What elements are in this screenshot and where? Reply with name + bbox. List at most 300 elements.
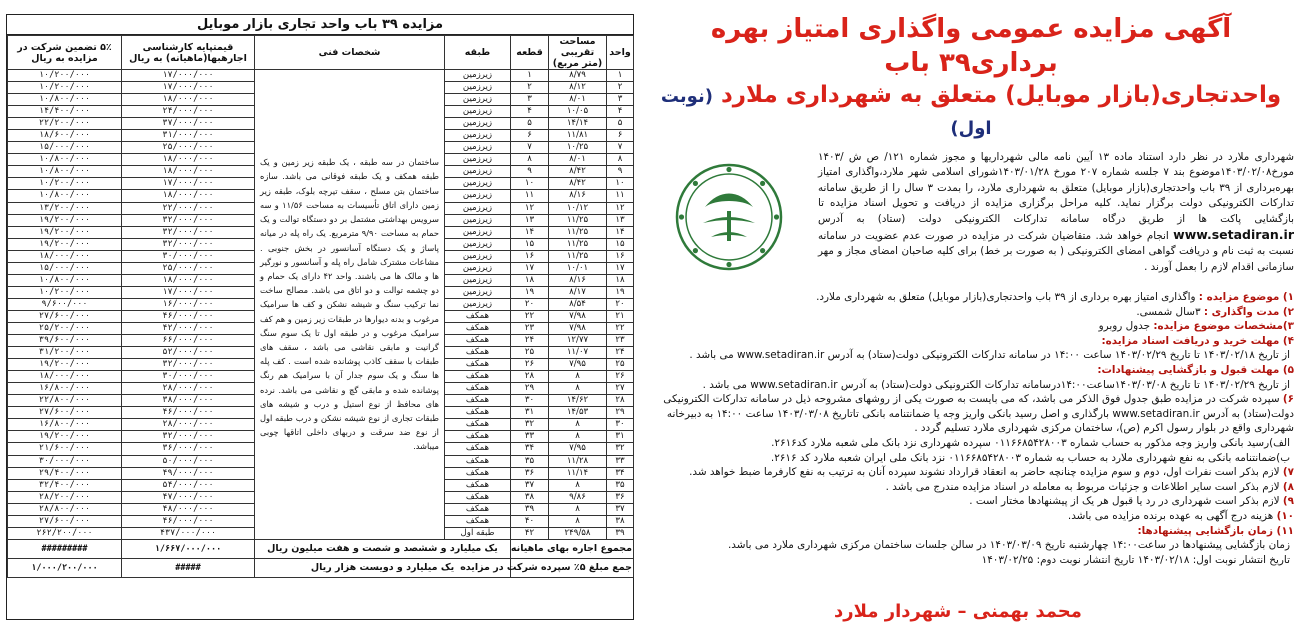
cell-area: ۸/۰۱ (549, 154, 607, 166)
cell-deposit: ۱۹/۲۰۰/۰۰۰ (8, 226, 122, 238)
cell-area: ۸/۷۹ (549, 70, 607, 82)
cell-rent: ۴۶/۰۰۰/۰۰۰ (122, 515, 255, 527)
cell-rent: ۴۹/۰۰۰/۰۰۰ (122, 467, 255, 479)
cell-floor: همکف (445, 443, 511, 455)
cell-area: ۸ (549, 431, 607, 443)
intro-text-end: انجام خواهد شد. متقاضیان شرکت در مزایده در صورت عدم عضویت در سامانه نسبت به ثبت نام و دریافت گواهی امضای الکترونیکی ( به صورت بر خط) برای کلیه صاحبان امضای مجاز و مهر سازمانی اقدام لازم را بعمل آورند . (818, 230, 1294, 273)
cell-area: ۱۱/۲۵ (549, 226, 607, 238)
cell-unit: ۳۴ (607, 467, 634, 479)
lots-table-body (8, 70, 634, 540)
cell-rent: ۵۰/۰۰۰/۰۰۰ (122, 455, 255, 467)
cell-floor: همکف (445, 383, 511, 395)
cell-area: ۱۰/۲۵ (549, 142, 607, 154)
cell-deposit: ۱۸/۰۰۰/۰۰۰ (8, 371, 122, 383)
term-text: لازم بذکر است شهرداری در رد یا قبول هر یک از پیشنهادها مختار است . (969, 495, 1280, 508)
cell-rent: ۱۸/۰۰۰/۰۰۰ (122, 154, 255, 166)
cell-unit: ۲۷ (607, 383, 634, 395)
municipality-logo-icon (662, 158, 796, 276)
cell-deposit: ۲۷/۶۰۰/۰۰۰ (8, 407, 122, 419)
cell-rent: ۳۲/۰۰۰/۰۰۰ (122, 214, 255, 226)
cell-unit: ۵ (607, 118, 634, 130)
footer-deposit-label: جمع مبلغ ۵٪ سپرده شرکت در مزایده (511, 558, 634, 577)
cell-rent: ۲۸/۰۰۰/۰۰۰ (122, 383, 255, 395)
cell-parcel: ۳ (511, 94, 549, 106)
cell-unit: ۳۱ (607, 431, 634, 443)
cell-area: ۱۴/۵۳ (549, 407, 607, 419)
cell-unit: ۳۰ (607, 419, 634, 431)
cell-rent: ۳۶/۰۰۰/۰۰۰ (122, 443, 255, 455)
term-text: زمان بازگشایی پیشنهادها در ساعت۱۴:۰۰ چهارشنبه تاریخ ۱۴۰۳/۰۳/۰۹ در سالن جلسات ساختمان مرکزی شهرداری ملارد می باشد. (728, 539, 1290, 552)
term-text: از تاریخ ۱۴۰۳/۰۲/۱۸ تا تاریخ ۱۴۰۳/۰۲/۲۹ ساعت ۱۴:۰۰ در سامانه تدارکات الکترونیکی دولت(ستاد) به آدرس www.setadiran.ir می باشد . (689, 349, 1290, 362)
cell-area: ۲۴۹/۵۸ (549, 527, 607, 539)
term-label: ۵) مهلت قبول و بازگشایی پیشنهادات: (1097, 363, 1294, 376)
term-text: از تاریخ ۱۴۰۳/۰۲/۲۹ تا تاریخ ۱۴۰۳/۰۳/۰۸ساعت۱۴:۰۰درسامانه تدارکات الکترونیکی دولت(ستاد) به آدرس www.setadiran.ir می باشد . (702, 378, 1290, 391)
term-item (648, 538, 1294, 553)
cell-area: ۱۴/۱۴ (549, 118, 607, 130)
cell-rent: ۴۲/۰۰۰/۰۰۰ (122, 322, 255, 334)
cell-floor: زیرزمین (445, 130, 511, 142)
cell-rent: ۵۴/۰۰۰/۰۰۰ (122, 479, 255, 491)
cell-parcel: ۳۹ (511, 503, 549, 515)
footer-deposit-value: ##### (122, 558, 255, 577)
cell-parcel: ۲۴ (511, 335, 549, 347)
cell-unit: ۱۴ (607, 226, 634, 238)
cell-area: ۱۰/۰۱ (549, 262, 607, 274)
cell-area: ۷/۹۸ (549, 310, 607, 322)
term-label: ۱) موضوع مزایده : (1198, 291, 1294, 303)
term-text: سپرده شرکت در مزایده طبق جدول فوق الذکر می باشد، که می بایست به صورت یکی از روشهای مشروحه ذیل در سامانه تدارکات الکترونیکی دولت(ستاد) به آدرس www.setadiran.ir بارگذاری و اصل رسید بانکی واریز وجه یا ضمانتنامه بانکی تاتاریخ ۱۴۰۳/۰۳/۰۸ ساعت ۱۴:۰۰ به دبیرخانه شهرداری واقع در بلوار رسول اکرم (ص)، ساختمان مرکزی شهرداری ملارد تسلیم گردد . (663, 393, 1294, 435)
term-item (648, 509, 1294, 524)
cell-parcel: ۳۶ (511, 467, 549, 479)
cell-parcel: ۴۰ (511, 515, 549, 527)
cell-area: ۸ (549, 371, 607, 383)
cell-area: ۸/۰۱ (549, 94, 607, 106)
cell-floor: زیرزمین (445, 166, 511, 178)
cell-floor: زیرزمین (445, 238, 511, 250)
cell-parcel: ۱۶ (511, 250, 549, 262)
cell-unit: ۳ (607, 94, 634, 106)
term-label: ۱۱) زمان بازگشایی پیشنهادها: (1137, 524, 1294, 537)
term-text: تاریخ انتشار نوبت اول: ۱۴۰۳/۰۲/۱۸ تاریخ انتشار نوبت دوم: ۱۴۰۳/۰۲/۲۵ (981, 553, 1290, 566)
cell-area: ۱۴/۶۲ (549, 395, 607, 407)
cell-parcel: ۲۲ (511, 310, 549, 322)
cell-parcel: ۲ (511, 82, 549, 94)
cell-rent: ۲۸/۰۰۰/۰۰۰ (122, 419, 255, 431)
cell-rent: ۴۶/۰۰۰/۰۰۰ (122, 407, 255, 419)
term-label: ۴) مهلت خرید و دریافت اسناد مزایده: (1101, 334, 1294, 347)
intro-text: شهرداری ملارد در نظر دارد استناد ماده ۱۳ آیین نامه مالی شهرداریها و مجوز شماره ۱۲۱/ ص ش /۱۴۰۳ مورخ۱۴۰۳/۰۲/۰۸موضوع بند ۷ جلسه شماره ۲۰۷ مورخ ۱۴۰۳/۰۱/۲۸شورای اسلامی شهر ملارد،واگذاری امتیاز بهره‌برداری از ۳۹ باب واحدتجاری(بازار موبایل) متعلق به شهرداری ملارد، را بمدت ۳ سال را از طریق سامانه تدارکات الکترونیکی دولت برگزار نماید. کلیه مراحل برگزاری مزایده از دریافت و تحویل اسناد مزایده تا بازگشایی پاکت ها از طریق درگاه سامانه تدارکات الکترونیکی دولت (ستاد) به آدرس (818, 151, 1294, 225)
cell-deposit: ۲۶۲/۲۰۰/۰۰۰ (8, 527, 122, 539)
cell-deposit: ۳۰/۰۰۰/۰۰۰ (8, 455, 122, 467)
cell-area: ۷/۹۵ (549, 443, 607, 455)
cell-parcel: ۹ (511, 166, 549, 178)
term-label: ۹) (1282, 495, 1294, 508)
term-item (648, 348, 1294, 363)
cell-rent: ۳۲/۰۰۰/۰۰۰ (122, 431, 255, 443)
cell-floor: زیرزمین (445, 142, 511, 154)
intro-section (648, 150, 1294, 286)
cell-rent: ۴۳۷/۰۰۰/۰۰۰ (122, 527, 255, 539)
cell-area: ۱۱/۲۵ (549, 238, 607, 250)
cell-unit: ۳۲ (607, 443, 634, 455)
term-item (648, 392, 1294, 436)
cell-parcel: ۱۰ (511, 178, 549, 190)
cell-unit: ۸ (607, 154, 634, 166)
cell-deposit: ۱۸/۰۰۰/۰۰۰ (8, 250, 122, 262)
cell-deposit: ۹/۶۰۰/۰۰۰ (8, 298, 122, 310)
footer-total-rent-value: ۱/۶۶۷/۰۰۰/۰۰۰ (122, 539, 255, 558)
cell-unit: ۱۸ (607, 274, 634, 286)
cell-rent: ۳۰/۰۰۰/۰۰۰ (122, 250, 255, 262)
cell-area: ۷/۹۵ (549, 359, 607, 371)
term-label: ۲) مدت واگذاری : (1203, 305, 1294, 318)
cell-deposit: ۱۰/۸۰۰/۰۰۰ (8, 166, 122, 178)
cell-parcel: ۲۹ (511, 383, 549, 395)
cell-floor: همکف (445, 419, 511, 431)
cell-floor: زیرزمین (445, 250, 511, 262)
cell-area: ۸/۱۲ (549, 82, 607, 94)
cell-deposit: ۱۰/۸۰۰/۰۰۰ (8, 94, 122, 106)
cell-floor: همکف (445, 335, 511, 347)
mayor-signature: محمد بهمنی – شهردار ملارد (834, 601, 1082, 622)
cell-floor: زیرزمین (445, 178, 511, 190)
cell-area: ۱۱/۲۵ (549, 250, 607, 262)
cell-unit: ۱ (607, 70, 634, 82)
term-item (648, 465, 1294, 480)
terms-list (648, 290, 1294, 567)
term-text: جدول روبرو (1098, 320, 1151, 333)
cell-parcel: ۳۷ (511, 479, 549, 491)
header-area: مساحت تقریبی (متر مربع) (549, 36, 607, 70)
cell-deposit: ۱۳/۲۰۰/۰۰۰ (8, 202, 122, 214)
cell-floor: زیرزمین (445, 214, 511, 226)
term-text: هزینه درج آگهی به عهده برنده مزایده می باشد. (1067, 509, 1274, 522)
cell-parcel: ۱۴ (511, 226, 549, 238)
cell-parcel: ۳۵ (511, 455, 549, 467)
term-label: ۸) (1282, 480, 1294, 493)
term-item (648, 494, 1294, 509)
cell-floor: زیرزمین (445, 154, 511, 166)
cell-floor: همکف (445, 479, 511, 491)
cell-area: ۱۱/۱۴ (549, 467, 607, 479)
cell-unit: ۲۰ (607, 298, 634, 310)
cell-floor: زیرزمین (445, 298, 511, 310)
header-parcel: قطعه (511, 36, 549, 70)
cell-unit: ۱۲ (607, 202, 634, 214)
cell-floor: همکف (445, 310, 511, 322)
cell-area: ۸ (549, 383, 607, 395)
cell-deposit: ۱۸/۶۰۰/۰۰۰ (8, 130, 122, 142)
cell-floor: زیرزمین (445, 202, 511, 214)
footer-total-rent-words: یک میلیارد و ششصد و شصت و هفت میلیون ریال (255, 539, 511, 558)
cell-rent: ۲۴/۰۰۰/۰۰۰ (122, 106, 255, 118)
cell-rent: ۴۷/۰۰۰/۰۰۰ (122, 491, 255, 503)
cell-unit: ۲۳ (607, 335, 634, 347)
cell-floor: زیرزمین (445, 286, 511, 298)
cell-floor: زیرزمین (445, 262, 511, 274)
term-item (648, 334, 1294, 349)
cell-parcel: ۱۲ (511, 202, 549, 214)
cell-floor: همکف (445, 371, 511, 383)
cell-rent: ۳۷/۰۰۰/۰۰۰ (122, 118, 255, 130)
cell-rent: ۱۸/۰۰۰/۰۰۰ (122, 94, 255, 106)
cell-parcel: ۳۱ (511, 407, 549, 419)
cell-unit: ۲۵ (607, 359, 634, 371)
cell-area: ۱۰/۰۵ (549, 106, 607, 118)
cell-area: ۸/۵۴ (549, 298, 607, 310)
cell-unit: ۱۰ (607, 178, 634, 190)
cell-rent: ۳۸/۰۰۰/۰۰۰ (122, 395, 255, 407)
cell-deposit: ۲۲/۸۰۰/۰۰۰ (8, 395, 122, 407)
cell-floor: همکف (445, 503, 511, 515)
cell-unit: ۲۱ (607, 310, 634, 322)
cell-floor: همکف (445, 322, 511, 334)
cell-unit: ۲۸ (607, 395, 634, 407)
cell-parcel: ۳۸ (511, 491, 549, 503)
cell-floor: همکف (445, 467, 511, 479)
footer-deposit-words: یک میلیارد و دویست هزار ریال (255, 558, 511, 577)
cell-floor: همکف (445, 455, 511, 467)
cell-deposit: ۱۶/۸۰۰/۰۰۰ (8, 419, 122, 431)
cell-deposit: ۳۱/۲۰۰/۰۰۰ (8, 347, 122, 359)
cell-parcel: ۲۶ (511, 359, 549, 371)
header-deposit: ۵٪ تضمین شرکت در مزایده به ریال (8, 36, 122, 70)
cell-deposit: ۲۱/۶۰۰/۰۰۰ (8, 443, 122, 455)
cell-area: ۹/۸۶ (549, 491, 607, 503)
cell-area: ۱۲/۷۷ (549, 335, 607, 347)
table-row (8, 70, 634, 82)
lots-table (7, 35, 634, 578)
cell-deposit: ۳۲/۴۰۰/۰۰۰ (8, 479, 122, 491)
header-floor: طبقه (445, 36, 511, 70)
cell-parcel: ۱۵ (511, 238, 549, 250)
table-title: مزایده ۳۹ باب واحد تجاری بازار موبایل (7, 15, 633, 35)
cell-deposit: ۱۰/۸۰۰/۰۰۰ (8, 274, 122, 286)
cell-floor: زیرزمین (445, 82, 511, 94)
auction-table-panel (6, 14, 634, 620)
cell-parcel: ۳۳ (511, 431, 549, 443)
cell-specs: ساختمان در سه طبقه ، یک طبقه زیر زمین و یک طبقه همکف و یک طبقه فوقانی می باشد. سازه ساختمان بتن مسلح ، سقف تیرچه بلوک، طبقه زیر زمین دارای اتاق تأسیسات به مساحت ۱۱/۵۶ و سه سرویس بهداشتی مشتمل بر دو دستگاه توالت و یک حمام به مساحت ۹/۹۰ مترمربع. یک راه پله در میانه پاساژ و یک دستگاه آسانسور در بخش جنوبی . مشاعات مشترک شامل راه پله و آسانسور و نورگیر ها و مالک ها می باشند. واحد ۴۲ دارای یک حمام و دو چشمه توالت و دو اتاق می باشد. مصالح ساخت نما ترکیب سنگ و شیشه نشکن و کف ها سرامیک مرغوب و بدنه دیوارها در طبقات زیر زمین و هم کف سرامیک مرغوب و در طبقه اول تا یک سوم سنگ گرانیت و مابقی نقاشی می باشد ، سقف های طبقات با سقف کاذب پوشانده شده است . کف پله ها سنگ و یک سوم جدار آن با سرامیک هم رنگ پوشانده شده و مابقی گچ و نقاشی می باشد. نرده های محافظ از نوع استیل و درب و شیشه های طبقات تجاری از نوع شیشه نشکن و درب طبقه اول از نوع ضد سرقت و دربهای داخلی اتاقها چوبی میباشد. (255, 70, 445, 540)
cell-deposit: ۲۵/۲۰۰/۰۰۰ (8, 322, 122, 334)
footer-row-deposit (8, 558, 634, 577)
cell-floor: همکف (445, 359, 511, 371)
footer-deposit-total: ۱/۰۰۰/۲۰۰/۰۰۰ (8, 558, 122, 577)
cell-parcel: ۴۲ (511, 527, 549, 539)
cell-area: ۱۱/۲۸ (549, 455, 607, 467)
cell-rent: ۳۱/۰۰۰/۰۰۰ (122, 130, 255, 142)
cell-parcel: ۷ (511, 142, 549, 154)
intro-paragraph (818, 150, 1294, 275)
footer-total-rent-deposit: ######### (8, 539, 122, 558)
cell-unit: ۳۸ (607, 515, 634, 527)
cell-rent: ۶۶/۰۰۰/۰۰۰ (122, 335, 255, 347)
header-unit: واحد (607, 36, 634, 70)
cell-deposit: ۲۲/۲۰۰/۰۰۰ (8, 118, 122, 130)
cell-area: ۷/۹۸ (549, 322, 607, 334)
cell-floor: زیرزمین (445, 70, 511, 82)
cell-unit: ۱۱ (607, 190, 634, 202)
cell-unit: ۶ (607, 130, 634, 142)
cell-unit: ۱۳ (607, 214, 634, 226)
cell-rent: ۳۲/۰۰۰/۰۰۰ (122, 238, 255, 250)
term-text: واگذاری امتیاز بهره برداری از ۳۹ باب واحدتجاری(بازار موبایل) متعلق به شهرداری ملارد. (816, 291, 1196, 303)
term-text: لازم بذکر است نفرات اول، دوم و سوم مزایده چنانچه حاضر به انعقاد قرارداد نشوند سپرده آنان به ترتیب به نفع کارفرما ضبط خواهد شد. (689, 466, 1280, 479)
term-item (648, 480, 1294, 495)
cell-floor: زیرزمین (445, 94, 511, 106)
cell-unit: ۲۹ (607, 407, 634, 419)
cell-area: ۸ (549, 503, 607, 515)
term-label: ۳)مشخصات موضوع مزایده: (1153, 320, 1294, 333)
cell-floor: همکف (445, 395, 511, 407)
cell-area: ۸ (549, 419, 607, 431)
cell-unit: ۳۶ (607, 491, 634, 503)
cell-rent: ۳۰/۰۰۰/۰۰۰ (122, 371, 255, 383)
cell-deposit: ۱۹/۲۰۰/۰۰۰ (8, 238, 122, 250)
cell-deposit: ۱۹/۲۰۰/۰۰۰ (8, 359, 122, 371)
cell-deposit: ۲۷/۶۰۰/۰۰۰ (8, 310, 122, 322)
cell-area: ۸ (549, 515, 607, 527)
cell-parcel: ۲۸ (511, 371, 549, 383)
cell-area: ۱۱/۸۱ (549, 130, 607, 142)
cell-deposit: ۱۰/۲۰۰/۰۰۰ (8, 178, 122, 190)
cell-deposit: ۱۹/۲۰۰/۰۰۰ (8, 214, 122, 226)
term-text: ۳سال شمسی. (1136, 305, 1201, 318)
cell-unit: ۱۶ (607, 250, 634, 262)
term-item (648, 305, 1294, 320)
cell-unit: ۳۳ (607, 455, 634, 467)
municipality-logo (662, 158, 796, 276)
term-item (648, 553, 1294, 568)
cell-unit: ۲۶ (607, 371, 634, 383)
cell-rent: ۱۷/۰۰۰/۰۰۰ (122, 82, 255, 94)
term-label: ۷) (1282, 466, 1294, 479)
notice-subheadline-text: واحدتجاری(بازار موبایل) متعلق به شهرداری ملارد (720, 82, 1282, 108)
cell-parcel: ۶ (511, 130, 549, 142)
intro-site-link[interactable]: www.setadiran.ir (1173, 227, 1294, 243)
cell-parcel: ۱۳ (511, 214, 549, 226)
cell-parcel: ۱ (511, 70, 549, 82)
cell-rent: ۱۶/۰۰۰/۰۰۰ (122, 298, 255, 310)
cell-parcel: ۳۲ (511, 419, 549, 431)
cell-rent: ۳۲/۰۰۰/۰۰۰ (122, 359, 255, 371)
cell-floor: همکف (445, 407, 511, 419)
cell-parcel: ۱۸ (511, 274, 549, 286)
cell-area: ۸ (549, 479, 607, 491)
cell-deposit: ۱۵/۰۰۰/۰۰۰ (8, 142, 122, 154)
cell-unit: ۴ (607, 106, 634, 118)
cell-floor: زیرزمین (445, 226, 511, 238)
cell-parcel: ۴ (511, 106, 549, 118)
cell-deposit: ۱۰/۲۰۰/۰۰۰ (8, 286, 122, 298)
cell-area: ۸/۴۲ (549, 178, 607, 190)
cell-rent: ۲۵/۰۰۰/۰۰۰ (122, 262, 255, 274)
footer-row-total-rent (8, 539, 634, 558)
cell-unit: ۱۷ (607, 262, 634, 274)
cell-deposit: ۲۸/۲۰۰/۰۰۰ (8, 491, 122, 503)
cell-deposit: ۲۸/۸۰۰/۰۰۰ (8, 503, 122, 515)
cell-unit: ۷ (607, 142, 634, 154)
auction-notice (648, 10, 1294, 630)
term-text: الف)رسید بانکی واریز وجه مذکور به حساب شماره ۰۱۱۶۶۸۵۴۲۸۰۰۳ سپرده شهرداری نزد بانک ملی شعبه ملارد کد۲۶۱۶. (771, 436, 1290, 449)
cell-floor: همکف (445, 491, 511, 503)
cell-unit: ۳۵ (607, 479, 634, 491)
cell-deposit: ۱۵/۰۰۰/۰۰۰ (8, 262, 122, 274)
footer-total-rent-label: مجموع اجاره بهای ماهیانه (511, 539, 634, 558)
table-header-row (8, 36, 634, 70)
cell-parcel: ۵ (511, 118, 549, 130)
cell-area: ۸/۴۲ (549, 166, 607, 178)
notice-subheadline (648, 80, 1294, 144)
cell-parcel: ۲۵ (511, 347, 549, 359)
term-text: لازم بذکر است سایر اطلاعات و جزئیات مربوط به معامله در اسناد مزایده مندرج می باشد . (885, 480, 1280, 493)
cell-area: ۸/۱۶ (549, 190, 607, 202)
cell-area: ۸/۱۶ (549, 274, 607, 286)
cell-deposit: ۱۰/۸۰۰/۰۰۰ (8, 154, 122, 166)
cell-deposit: ۱۰/۲۰۰/۰۰۰ (8, 82, 122, 94)
cell-area: ۱۱/۰۷ (549, 347, 607, 359)
cell-parcel: ۲۰ (511, 298, 549, 310)
term-item (648, 451, 1294, 466)
cell-parcel: ۳۰ (511, 395, 549, 407)
cell-floor: همکف (445, 431, 511, 443)
cell-rent: ۴۶/۰۰۰/۰۰۰ (122, 310, 255, 322)
cell-area: ۱۰/۱۲ (549, 202, 607, 214)
cell-rent: ۱۸/۰۰۰/۰۰۰ (122, 166, 255, 178)
term-item (648, 378, 1294, 393)
notice-round-suffix: (نوبت اول) (660, 86, 992, 139)
cell-deposit: ۳۹/۶۰۰/۰۰۰ (8, 335, 122, 347)
cell-floor: همکف (445, 347, 511, 359)
cell-parcel: ۱۷ (511, 262, 549, 274)
cell-rent: ۵۲/۰۰۰/۰۰۰ (122, 347, 255, 359)
cell-parcel: ۲۳ (511, 322, 549, 334)
term-item (648, 363, 1294, 378)
cell-floor: زیرزمین (445, 274, 511, 286)
cell-unit: ۳۷ (607, 503, 634, 515)
cell-unit: ۹ (607, 166, 634, 178)
cell-unit: ۲۲ (607, 322, 634, 334)
term-text: ب)ضمانتنامه بانکی به نفع شهرداری ملارد به حساب به شماره ۰۱۱۶۶۸۵۴۲۸۰۰۳ نزد بانک ملی ایران شعبه ملارد کد ۲۶۱۶. (770, 451, 1290, 464)
term-item (648, 524, 1294, 539)
cell-floor: همکف (445, 515, 511, 527)
cell-unit: ۲۴ (607, 347, 634, 359)
cell-area: ۱۱/۲۵ (549, 214, 607, 226)
cell-parcel: ۸ (511, 154, 549, 166)
cell-deposit: ۱۴/۴۰۰/۰۰۰ (8, 106, 122, 118)
cell-deposit: ۱۰/۸۰۰/۰۰۰ (8, 190, 122, 202)
cell-floor: زیرزمین (445, 118, 511, 130)
cell-floor: زیرزمین (445, 106, 511, 118)
cell-rent: ۳۲/۰۰۰/۰۰۰ (122, 226, 255, 238)
cell-rent: ۱۷/۰۰۰/۰۰۰ (122, 178, 255, 190)
cell-rent: ۱۷/۰۰۰/۰۰۰ (122, 286, 255, 298)
cell-rent: ۱۸/۰۰۰/۰۰۰ (122, 190, 255, 202)
cell-unit: ۳۹ (607, 527, 634, 539)
cell-unit: ۱۹ (607, 286, 634, 298)
header-rent: قیمتپایه کارشناسی اجارهبها(ماهیانه) به ریال (122, 36, 255, 70)
term-label: ۶) (1282, 393, 1294, 406)
cell-parcel: ۱۱ (511, 190, 549, 202)
cell-deposit: ۱۰/۲۰۰/۰۰۰ (8, 70, 122, 82)
cell-floor: طبقه اول (445, 527, 511, 539)
term-item (648, 290, 1294, 305)
cell-parcel: ۱۹ (511, 286, 549, 298)
cell-deposit: ۲۹/۴۰۰/۰۰۰ (8, 467, 122, 479)
cell-deposit: ۲۷/۶۰۰/۰۰۰ (8, 515, 122, 527)
term-item (648, 436, 1294, 451)
cell-rent: ۴۸/۰۰۰/۰۰۰ (122, 503, 255, 515)
cell-rent: ۲۵/۰۰۰/۰۰۰ (122, 142, 255, 154)
